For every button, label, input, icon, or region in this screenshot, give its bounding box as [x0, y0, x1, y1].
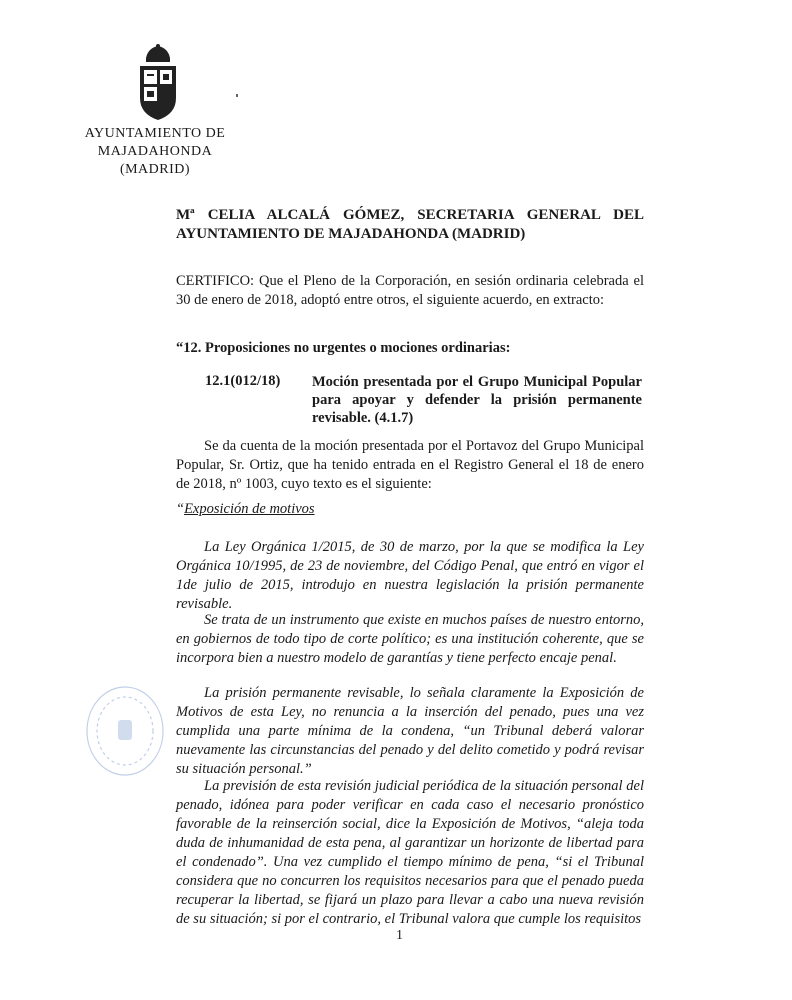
official-stamp [84, 684, 166, 778]
page-number: 1 [396, 928, 403, 943]
organization-header [60, 125, 250, 179]
agenda-item-number: 12.1(012/18) [205, 373, 281, 389]
cert-text: Que el Pleno de la Corporación, en sesión ordinaria celebrada el 30 de enero de 2018, adoptó entre otros, el siguiente acuerdo, en extracto: [176, 273, 644, 308]
body-paragraph: Se trata de un instrumento que existe en muchos países de nuestro entorno, en gobiernos de todo tipo de corte político; es una institución coherente, que se incorpora bien a nuestro modelo de garantías y tiene perfecto encaje penal. [176, 612, 644, 666]
scan-speck [236, 94, 238, 97]
cert-label: CERTIFICO: [176, 273, 255, 289]
agenda-item-12: “12. Proposiciones no urgentes o mociones ordinarias: [176, 340, 511, 356]
coat-of-arms-logo [130, 44, 186, 124]
org-line-1: AYUNTAMIENTO DE [84, 126, 226, 141]
motion-title: Moción presentada por el Grupo Municipal Popular para apoyar y defender la prisión permanente revisable. (4.1.7) [312, 374, 642, 426]
body-paragraph: La previsión de esta revisión judicial periódica de la situación personal del penado, idónea para poder verificar en cada caso el necesario pronóstico favorable de la reinserción social, dice la Exposición de Motivos, “aleja toda duda de inhumanidad de esta pena, al garantizar un horizonte de libertad para el condenado”. Una vez cumplido el tiempo mínimo de pena, “si el Tribunal considera que no concurren los requisitos necesarios para que el penado pueda recuperar la libertad, se fijará un plazo para llevar a cabo una nueva revisión de su situación; si por el contrario, el Tribunal valora que cumple los requisitos [176, 778, 644, 927]
heading-line-2: AYUNTAMIENTO DE MAJADAHONDA (MADRID) [176, 226, 526, 242]
section-title [176, 501, 315, 518]
heading-line-1: Mª CELIA ALCALÁ GÓMEZ, SECRETARIA GENERAL DEL [176, 207, 644, 223]
body-paragraph: La prisión permanente revisable, lo señala claramente la Exposición de Motivos de esta Ley, no renuncia a la inserción del penado, pues una vez cumplida una parte mínima de la condena, “un Tribunal deberá valorar nuevamente las circunstancias del penado y del delito cometido y podrá revisar su situación personal.” [176, 685, 644, 777]
org-line-3: (MADRID) [119, 162, 191, 177]
certification-paragraph [176, 272, 644, 310]
open-quote: “ [176, 501, 185, 517]
motion-intro-paragraph: Se da cuenta de la moción presentada por el Portavoz del Grupo Municipal Popular, Sr. Ortiz, que ha tenido entrada en el Registro General el 18 de enero de 2018, nº 1003, cuyo texto es el siguiente: [176, 438, 644, 492]
body-paragraph: La Ley Orgánica 1/2015, de 30 de marzo, por la que se modifica la Ley Orgánica 10/1995, de 23 de noviembre, del Código Penal, que entró en vigor el 1de julio de 2015, introdujo en nuestra legislación la prisión permanente revisable. [176, 539, 644, 612]
document-heading [176, 206, 644, 244]
section-title-text: Exposición de motivos [184, 501, 315, 517]
org-line-2: MAJADAHONDA [97, 144, 213, 159]
